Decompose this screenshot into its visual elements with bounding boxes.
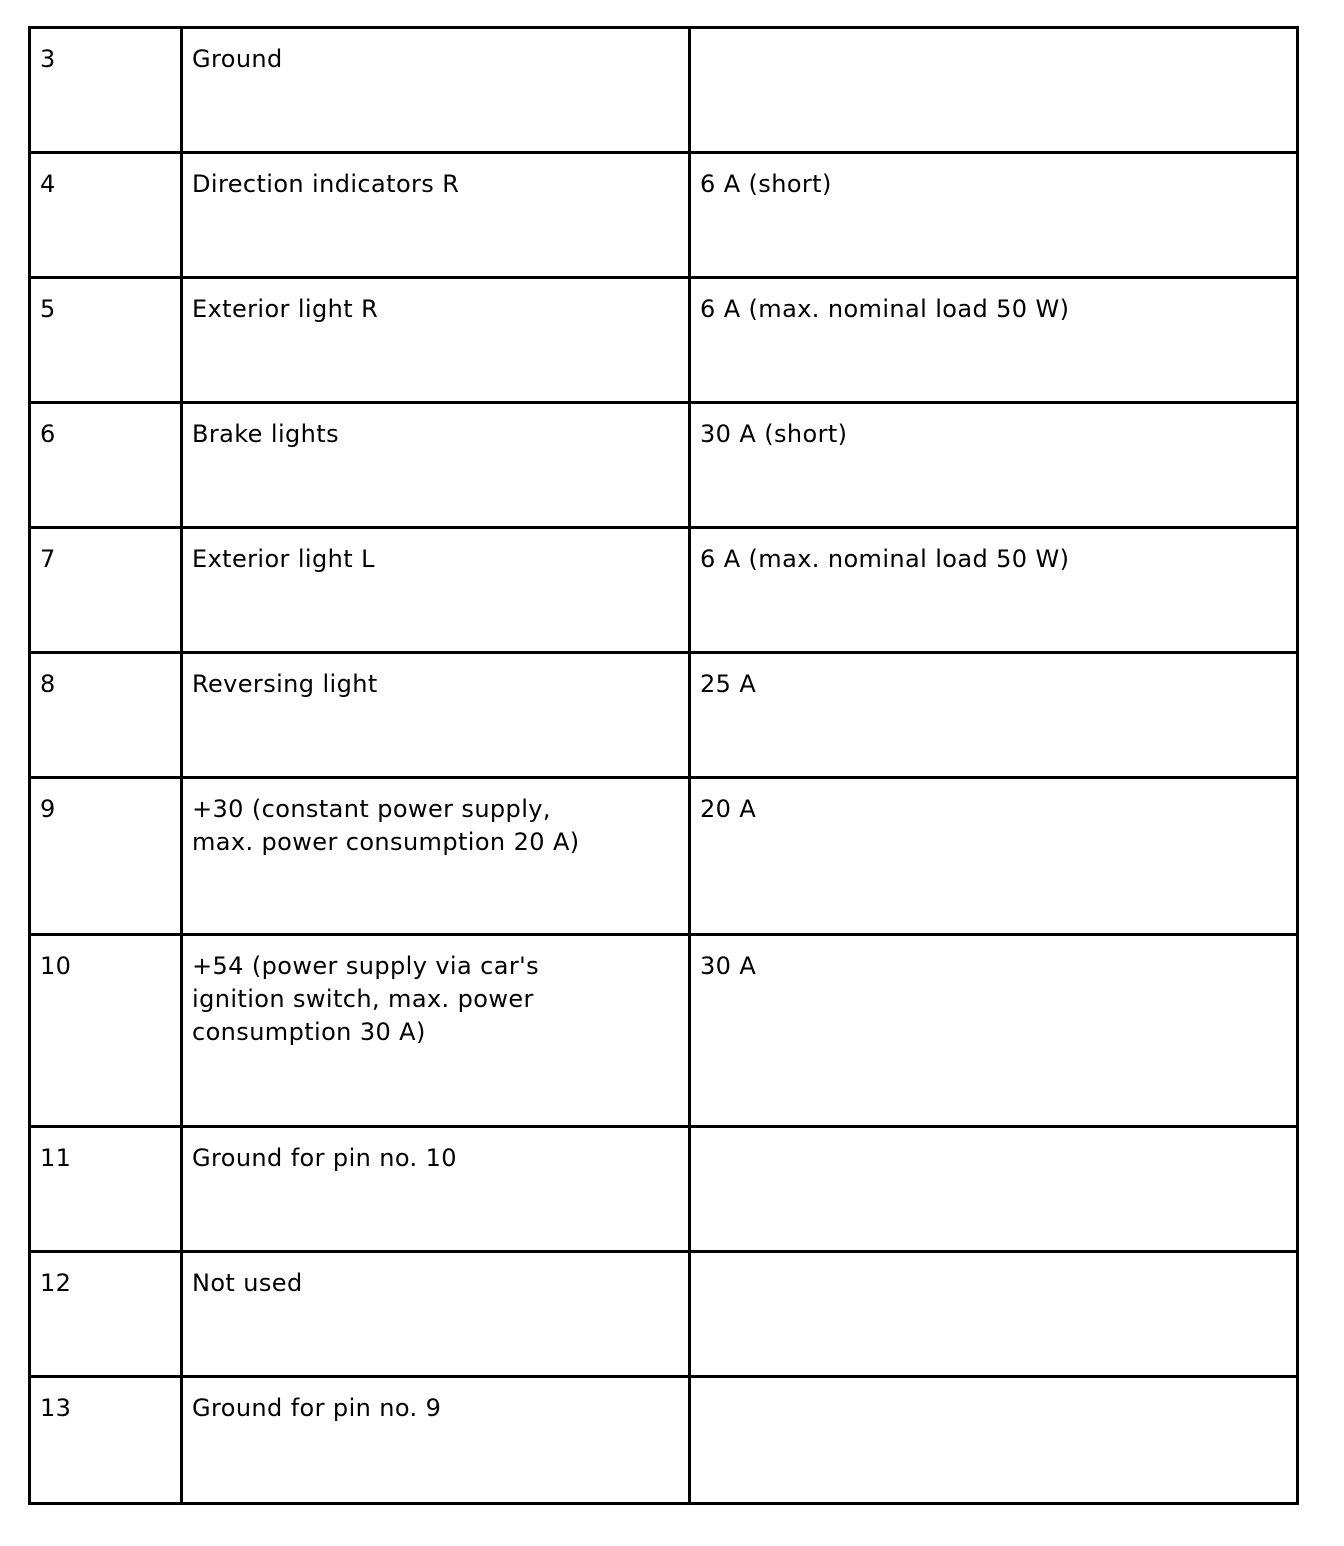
pin-number-cell: 5	[30, 278, 182, 403]
function-line: +54 (power supply via car's	[192, 952, 540, 980]
pin-number-cell: 8	[30, 653, 182, 778]
table-row	[30, 1377, 1298, 1504]
function-cell: Ground for pin no. 9	[182, 1377, 690, 1504]
function-cell	[182, 778, 690, 935]
pin-number-cell: 10	[30, 935, 182, 1127]
table-row	[30, 403, 1298, 528]
pin-number-cell: 7	[30, 528, 182, 653]
fuse-cell: 30 A (short)	[690, 403, 1298, 528]
function-cell: Exterior light L	[182, 528, 690, 653]
fuse-cell: 20 A	[690, 778, 1298, 935]
function-cell: Not used	[182, 1252, 690, 1377]
pin-number-cell: 6	[30, 403, 182, 528]
function-cell: Reversing light	[182, 653, 690, 778]
pin-assignment-table	[28, 26, 1299, 1505]
pin-number-cell: 9	[30, 778, 182, 935]
function-cell: Brake lights	[182, 403, 690, 528]
function-cell	[182, 935, 690, 1127]
table-row	[30, 528, 1298, 653]
fuse-cell: 25 A	[690, 653, 1298, 778]
function-cell: Direction indicators R	[182, 153, 690, 278]
fuse-cell: 30 A	[690, 935, 1298, 1127]
fuse-cell	[690, 1127, 1298, 1252]
table-row	[30, 1127, 1298, 1252]
function-line: max. power consumption 20 A)	[192, 828, 580, 856]
pin-number-cell: 4	[30, 153, 182, 278]
function-cell: Ground for pin no. 10	[182, 1127, 690, 1252]
table-row	[30, 778, 1298, 935]
pin-number-cell: 3	[30, 28, 182, 153]
table-row	[30, 1252, 1298, 1377]
function-line: consumption 30 A)	[192, 1018, 426, 1046]
function-cell: Ground	[182, 28, 690, 153]
table-row	[30, 278, 1298, 403]
table-row	[30, 153, 1298, 278]
fuse-cell	[690, 1377, 1298, 1504]
table-row	[30, 28, 1298, 153]
fuse-cell	[690, 28, 1298, 153]
function-line: +30 (constant power supply,	[192, 795, 551, 823]
pin-number-cell: 11	[30, 1127, 182, 1252]
table-row	[30, 935, 1298, 1127]
fuse-cell: 6 A (max. nominal load 50 W)	[690, 278, 1298, 403]
fuse-cell: 6 A (short)	[690, 153, 1298, 278]
pin-number-cell: 13	[30, 1377, 182, 1504]
function-line: ignition switch, max. power	[192, 985, 534, 1013]
fuse-cell: 6 A (max. nominal load 50 W)	[690, 528, 1298, 653]
fuse-cell	[690, 1252, 1298, 1377]
function-cell: Exterior light R	[182, 278, 690, 403]
pin-number-cell: 12	[30, 1252, 182, 1377]
table-row	[30, 653, 1298, 778]
